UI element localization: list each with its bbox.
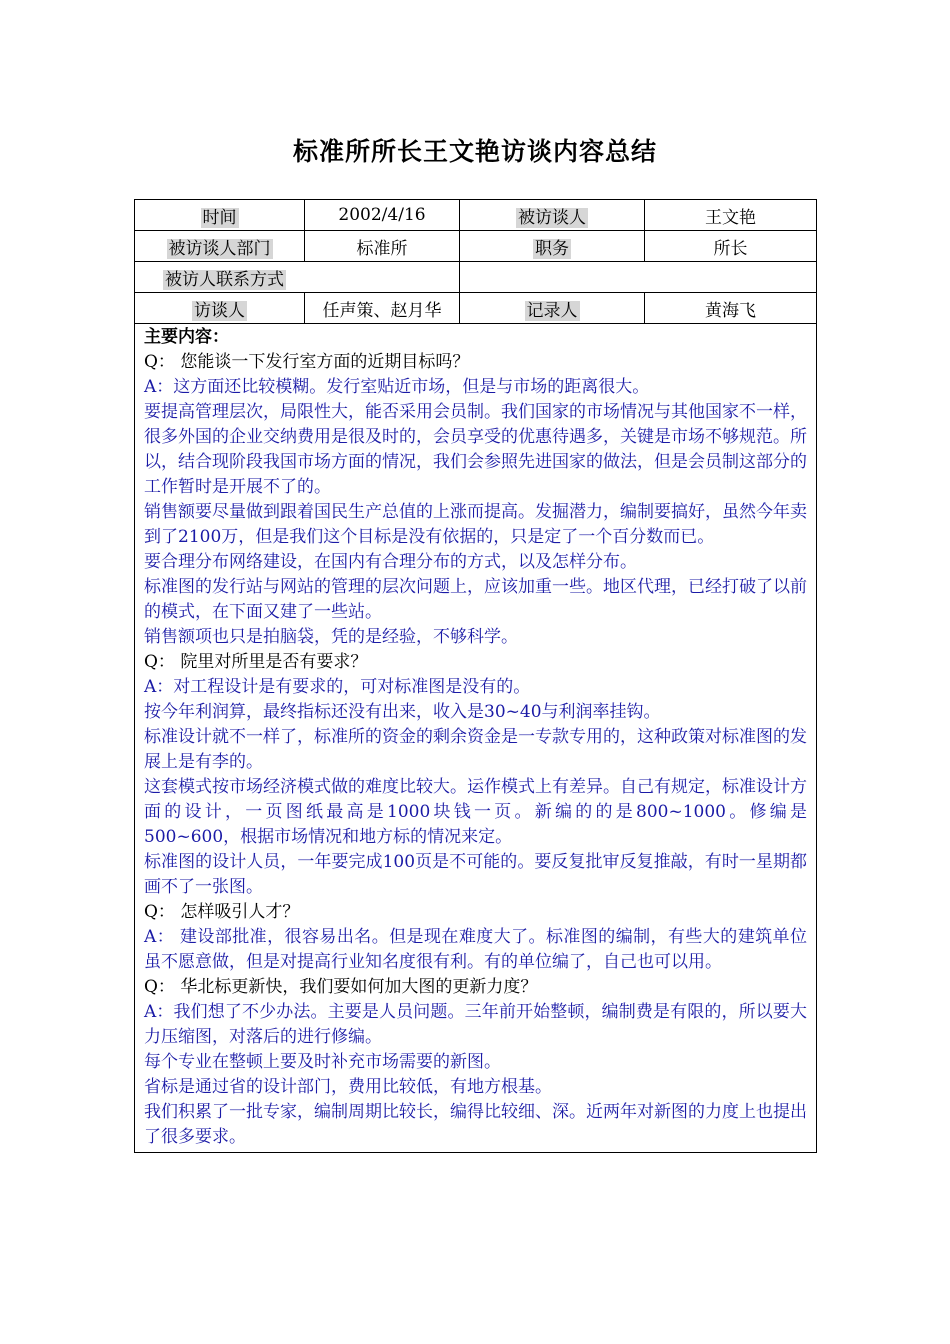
table-row bbox=[135, 293, 817, 324]
interviewer-label-cell bbox=[135, 293, 305, 324]
answer-paragraph: A：我们想了不少办法。主要是人员问题。三年前开始整顿，编制费是有限的，所以要大力压缩图，对落后的进行修编。 bbox=[144, 1002, 807, 1047]
table-row bbox=[135, 200, 817, 231]
position-label-cell bbox=[460, 231, 645, 262]
question-paragraph: Q： 院里对所里是否有要求？ bbox=[144, 652, 368, 672]
interviewee-value: 王文艳 bbox=[645, 200, 817, 231]
page-title: 标准所所长王文艳访谈内容总结 bbox=[292, 137, 657, 166]
answer-paragraph: A：对工程设计是有要求的，可对标准图是没有的。 bbox=[144, 677, 531, 697]
main-content bbox=[144, 325, 807, 1150]
answer-paragraph: 销售额要尽量做到跟着国民生产总值的上涨而提高。发掘潜力，编制要搞好，虽然今年卖到了2100万，但是我们这个目标是没有依据的，只是定了一个百分数而已。 bbox=[144, 502, 807, 547]
recorder-label-cell bbox=[460, 293, 645, 324]
question-paragraph: Q： 怎样吸引人才？ bbox=[144, 902, 300, 922]
recorder-value: 黄海飞 bbox=[645, 293, 817, 324]
position-value: 所长 bbox=[645, 231, 817, 262]
contact-value bbox=[460, 262, 817, 293]
answer-paragraph: 省标是通过省的设计部门，费用比较低，有地方根基。 bbox=[144, 1077, 552, 1097]
dept-label-cell bbox=[135, 231, 305, 262]
interviewer-value: 任声策、赵月华 bbox=[305, 293, 460, 324]
paragraph-list bbox=[144, 350, 807, 1150]
dept-value: 标准所 bbox=[305, 231, 460, 262]
contact-label-cell bbox=[135, 262, 460, 293]
answer-paragraph: 要提高管理层次，局限性大，能否采用会员制。我们国家的市场情况与其他国家不一样，很多外国的企业交纳费用是很及时的，会员享受的优惠待遇多，关键是市场不够规范。所以，结合现阶段我国市场方面的情况，我们会参照先进国家的做法，但是会员制这部分的工作暂时是开展不了的。 bbox=[144, 402, 807, 497]
answer-paragraph: 销售额项也只是拍脑袋，凭的是经验，不够科学。 bbox=[144, 627, 518, 647]
answer-paragraph: 我们积累了一批专家，编制周期比较长，编得比较细、深。近两年对新图的力度上也提出了很多要求。 bbox=[144, 1102, 807, 1147]
main-content-cell bbox=[135, 324, 817, 1153]
table-row bbox=[135, 324, 817, 1153]
answer-paragraph: 标准设计就不一样了，标准所的资金的剩余资金是一专款专用的，这种政策对标准图的发展上是有李的。 bbox=[144, 727, 807, 772]
dept-label: 被访谈人部门 bbox=[168, 238, 271, 259]
interview-info-table bbox=[134, 199, 817, 1153]
answer-paragraph: 要合理分布网络建设，在国内有合理分布的方式，以及怎样分布。 bbox=[144, 552, 637, 572]
table-row bbox=[135, 262, 817, 293]
contact-label: 被访人联系方式 bbox=[165, 269, 284, 290]
answer-paragraph: 按今年利润算，最终指标还没有出来，收入是30~40与利润率挂钩。 bbox=[144, 702, 661, 722]
interviewer-label: 访谈人 bbox=[194, 300, 245, 321]
question-paragraph: Q： 华北标更新快，我们要如何加大图的更新力度？ bbox=[144, 977, 538, 997]
answer-paragraph: 标准图的设计人员，一年要完成100页是不可能的。要反复批审反复推敲，有时一星期都画不了一张图。 bbox=[144, 852, 807, 897]
answer-paragraph: A： 建设部批准，很容易出名。但是现在难度大了。标准图的编制，有些大的建筑单位虽不愿意做，但是对提高行业知名度很有利。有的单位编了，自己也可以用。 bbox=[144, 927, 807, 972]
time-label: 时间 bbox=[202, 207, 237, 228]
interviewee-label: 被访谈人 bbox=[518, 207, 586, 228]
answer-paragraph: 标准图的发行站与网站的管理的层次问题上，应该加重一些。地区代理，已经打破了以前的模式，在下面又建了一些站。 bbox=[144, 577, 807, 622]
content-heading: 主要内容： bbox=[144, 327, 229, 347]
answer-paragraph: A：这方面还比较模糊。发行室贴近市场，但是与市场的距离很大。 bbox=[144, 377, 650, 397]
time-label-cell bbox=[135, 200, 305, 231]
time-value: 2002/4/16 bbox=[305, 200, 460, 231]
position-label: 职务 bbox=[535, 238, 569, 259]
question-paragraph: Q： 您能谈一下发行室方面的近期目标吗？ bbox=[144, 352, 470, 372]
interviewee-label-cell bbox=[460, 200, 645, 231]
answer-paragraph: 这套模式按市场经济模式做的难度比较大。运作模式上有差异。自己有规定，标准设计方面的设计，一页图纸最高是1000块钱一页。新编的的是800~1000。修编是500~600，根据市场情况和地方标的情况来定。 bbox=[144, 777, 807, 847]
table-row bbox=[135, 231, 817, 262]
recorder-label: 记录人 bbox=[526, 300, 578, 321]
answer-paragraph: 每个专业在整顿上要及时补充市场需要的新图。 bbox=[144, 1052, 501, 1072]
